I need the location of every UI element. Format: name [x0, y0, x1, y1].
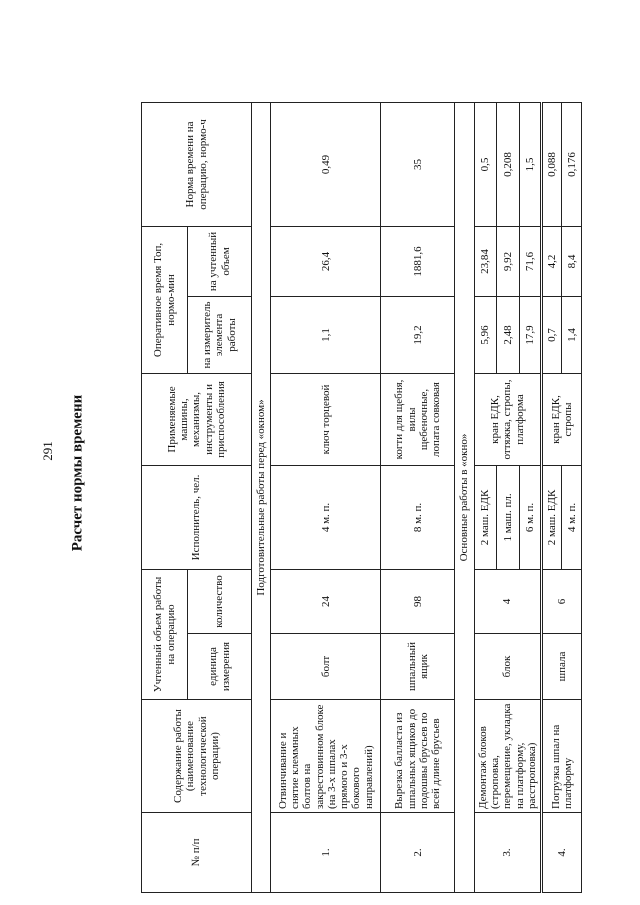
row-3-unit: блок [474, 634, 542, 700]
row-2-qty: 98 [381, 569, 455, 633]
row-1-norm: 0,49 [271, 102, 381, 226]
row-2-content: Вырезка балласта из шпальных ящиков до подошвы брусьев по всей длине брусьев [381, 700, 455, 813]
row-4-unit: шпала [542, 634, 582, 700]
row-2-executor: 8 м. п. [381, 465, 455, 569]
row-4-content: Погрузка шпал на платформу [542, 700, 582, 813]
row-1-num: 1. [271, 813, 381, 893]
page-number: 291 [40, 441, 55, 461]
header-optime-volume: на учтенный объем [188, 226, 252, 296]
row-3-num: 3. [474, 813, 542, 893]
row-1-volume: 26,4 [271, 226, 381, 296]
row-4b-norm: 0,176 [562, 102, 582, 226]
row-3c-volume: 71,6 [519, 226, 542, 296]
row-3-content: Демонтаж блоков (строповка, перемещение, укладка на платформу, расстроповка) [474, 700, 542, 813]
row-4-num: 4. [542, 813, 582, 893]
row-3b-executor: 1 маш. пл. [497, 465, 520, 569]
row-4b-meter: 1,4 [562, 296, 582, 373]
rotated-table-container [141, 103, 583, 893]
row-3b-volume: 9,92 [497, 226, 520, 296]
row-4a-volume: 4,2 [542, 226, 562, 296]
header-volume: Учтенный объем работы на операцию [142, 569, 188, 699]
row-4b-executor: 4 м. п. [562, 465, 582, 569]
row-3c-meter: 17,9 [519, 296, 542, 373]
header-norm: Норма времени на операцию, нормо-ч [142, 102, 252, 226]
row-4a-executor: 2 маш. ЕДК [542, 465, 562, 569]
header-volume-unit: единица измерения [188, 634, 252, 700]
header-num: № п/п [142, 813, 252, 893]
row-4-machine: кран ЕДК, стропы [542, 373, 582, 465]
row-3a-volume: 23,84 [474, 226, 497, 296]
header-content: Содержание работы (наименование технологической операции) [142, 700, 252, 813]
row-1-machine: ключ торцевой [271, 373, 381, 465]
section-prep: Подготовительные работы перед «окном» [252, 102, 271, 892]
row-2-norm: 35 [381, 102, 455, 226]
row-3c-norm: 1,5 [519, 102, 542, 226]
header-machines: Применяемые машины, механизмы, инструменты и приспособления [142, 373, 252, 465]
time-norm-table [141, 102, 582, 893]
row-3b-norm: 0,208 [497, 102, 520, 226]
row-4a-norm: 0,088 [542, 102, 562, 226]
row-2-volume: 1881,6 [381, 226, 455, 296]
row-1-meter: 1,1 [271, 296, 381, 373]
row-3c-executor: 6 м. п. [519, 465, 542, 569]
row-3-machine: кран ЕДК, оттяжка, стропы, платформа [474, 373, 542, 465]
row-4a-meter: 0,7 [542, 296, 562, 373]
section-main: Основные работы в «окно» [455, 102, 474, 892]
row-3-qty: 4 [474, 569, 542, 633]
header-volume-qty: количество [188, 569, 252, 633]
row-3a-executor: 2 маш. ЕДК [474, 465, 497, 569]
header-optime-meter: на измеритель элемента работы [188, 296, 252, 373]
row-2-machine: когти для щебня, вилы щебеночные, лопата совковая [381, 373, 455, 465]
row-2-meter: 19,2 [381, 296, 455, 373]
row-3a-meter: 5,96 [474, 296, 497, 373]
header-executor: Исполнитель, чел. [142, 465, 252, 569]
row-4-qty: 6 [542, 569, 582, 633]
row-3b-meter: 2,48 [497, 296, 520, 373]
row-2-unit: шпальный ящик [381, 634, 455, 700]
row-1-qty: 24 [271, 569, 381, 633]
row-3a-norm: 0,5 [474, 102, 497, 226]
row-2-num: 2. [381, 813, 455, 893]
row-1-unit: болт [271, 634, 381, 700]
document-title: Расчет нормы времени [69, 394, 86, 552]
row-1-executor: 4 м. п. [271, 465, 381, 569]
header-optime: Оперативное время Топ, нормо-мин [142, 226, 188, 373]
row-1-content: Отвинчивание и снятие клеммных болтов на закрестовинном блоке (на 3-х шпалах прямого и 3-х бокового направлений) [271, 700, 381, 813]
row-4b-volume: 8,4 [562, 226, 582, 296]
